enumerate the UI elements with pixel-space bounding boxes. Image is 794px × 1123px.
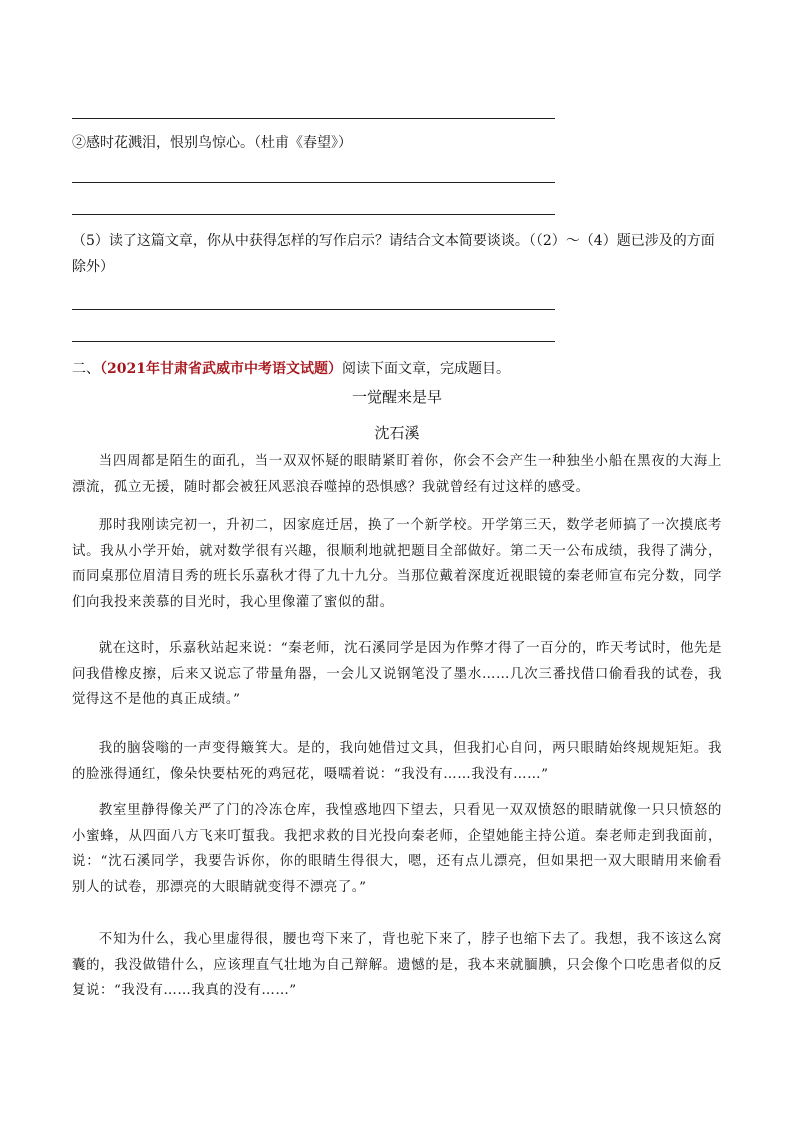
question-4-item-2: ②感时花溅泪，恨别鸟惊心。（杜甫《春望》） <box>72 135 352 151</box>
paragraph-2: 那时我刚读完初一，升初二，因家庭迁居，换了一个新学校。开学第三天，数学老师搞了一次摸底考试。我从小学开始，就对数学很有兴趣，很顺利地就把题目全部做好。第二天一公布成绩，我得了满分，而同桌那位眉清目秀的班长乐嘉秋才得了九十九分。当那位戴着深度近视眼镜的秦老师宣布完分数，同学们向我投来羡慕的目光时，我心里像灌了蜜似的甜。 <box>72 518 722 610</box>
answer-line-4[interactable] <box>72 309 555 310</box>
section-instruction: 阅读下面文章，完成题目。 <box>341 361 510 377</box>
paragraph-4: 我的脑袋嗡的一声变得簸箕大。是的，我向她借过文具，但我扪心自问，两只眼睛始终规规矩矩。我的脸涨得通红，像朵快要枯死的鸡冠花，嗫嚅着说：“我没有……我没有……” <box>72 741 722 782</box>
article-author: 沈石溪 <box>374 424 420 442</box>
article-title: 一觉醒来是早 <box>351 388 442 406</box>
answer-line-3[interactable] <box>72 214 555 215</box>
question-5: （5）读了这篇文章，你从中获得怎样的写作启示？请结合文本简要谈谈。（（2）～（4）题已涉及的方面除外） <box>72 233 715 275</box>
answer-line-5[interactable] <box>72 341 555 342</box>
section-2-heading <box>72 358 510 378</box>
paragraph-3: 就在这时，乐嘉秋站起来说：“秦老师，沈石溪同学是因为作弊才得了一百分的，昨天考试时，他先是问我借橡皮擦，后来又说忘了带量角器，一会儿又说钢笔没了墨水……几次三番找借口偷看我的试卷，我觉得这不是他的真正成绩。” <box>72 641 722 707</box>
section-number: 二、 <box>72 361 100 377</box>
answer-line-1[interactable] <box>72 118 555 119</box>
answer-line-2[interactable] <box>72 182 555 183</box>
paragraph-1: 当四周都是陌生的面孔，当一双双怀疑的眼睛紧盯着你，你会不会产生一种独坐小船在黑夜的大海上漂流，孤立无援，随时都会被狂风恶浪吞噬掉的恐惧感？我就曾经有过这样的感受。 <box>72 454 722 495</box>
paragraph-6: 不知为什么，我心里虚得很，腰也弯下来了，背也驼下来了，脖子也缩下去了。我想，我不该这么窝囊的，我没做错什么，应该理直气壮地为自己辩解。遗憾的是，我本来就腼腆，只会像个口吃患者似的反复说：“我没有……我真的没有……” <box>72 932 722 998</box>
paragraph-5: 教室里静得像关严了门的冷冻仓库，我惶惑地四下望去，只看见一双双愤怒的眼睛就像一只只愤怒的小蜜蜂，从四面八方飞来叮蜇我。我把求救的目光投向秦老师，企望她能主持公道。秦老师走到我面前，说：“沈石溪同学，我要告诉你，你的眼睛生得很大，嗯，还有点儿漂亮，但如果把一双大眼睛用来偷看别人的试卷，那漂亮的大眼睛就变得不漂亮了。” <box>72 803 722 895</box>
section-source: （2021年甘肃省武威市中考语文试题） <box>100 361 342 377</box>
